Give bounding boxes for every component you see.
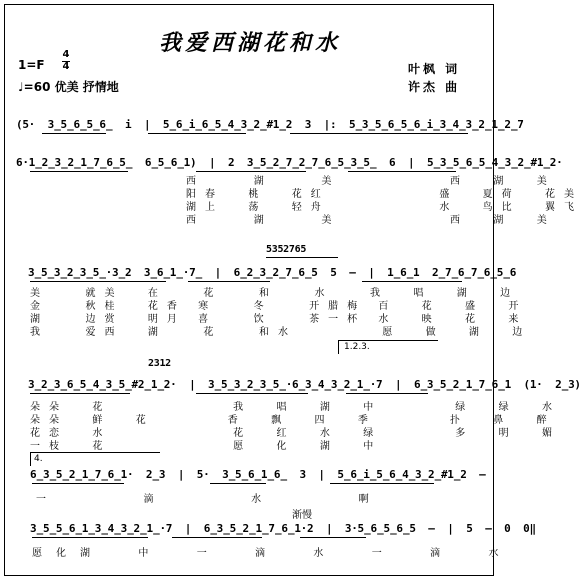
beam-line (148, 133, 246, 134)
lyrics-line: 愿化湖 中 一 滴 水 一 滴 水 (32, 548, 513, 559)
beam-line (196, 393, 308, 394)
volta-bracket (338, 340, 438, 341)
grace-notes: 2312 (148, 358, 171, 369)
tempo-change-marking: 渐慢 (292, 510, 312, 521)
beam-line (210, 483, 266, 484)
notation-row-1: (5· 3̲5̲6̲5̲6̲ i | 5̲6̲i̲6̲5̲4̲3̲2̲#1̲2 3 |: 5̲3̲5̲6̲5̲6̲i̲3̲4̲3̲2̲1̲2̲7 (16, 118, 524, 131)
beam-line (42, 133, 106, 134)
lyrics-line: 一 滴 水 啊 (36, 494, 391, 505)
beam-line (300, 537, 366, 538)
lyrics-line: 阳春 桃 花红 盛 夏荷 花美 (186, 189, 583, 200)
notation-row-4: 3̲2̲3̲6̲5̲4̲3̲5̲#2̲1̲2· | 3̲5̲3̲2̲3̲5̲·6̲3̲4̲3̲2̲1̲·7 | 6̲3̲5̲2̲1̲7̲6̲1 (1· 2̲3) (28, 378, 581, 391)
song-title: 我爱西湖花和水 (158, 30, 341, 56)
lyrics-line: 美 就美 在 花 和 水 我 唱 湖 边 (30, 288, 520, 299)
lyrics-line: 花恋 水 花 红 水 绿 多 明 媚 (30, 428, 562, 439)
time-signature-bottom: 4 (62, 61, 70, 72)
lyrics-line: 金 秋桂 花香 寒 冬 开腊梅 百 花 盛 开 (30, 301, 528, 312)
notation-row-6: 3̲5̲5̲6̲1̲3̲4̲3̲2̲1̲·7 | 6̲3̲5̲2̲1̲7̲6̲1·2 | 3·5̲6̲5̲6̲5 — | 5 — 0 0‖ (30, 522, 536, 535)
beam-line (32, 537, 148, 538)
lyrics-line: 朵朵 鲜 花 香 飘 四 季 扑 鼻 醉 (30, 415, 556, 426)
beam-line (30, 393, 130, 394)
lyrics-line: 朵朵 花 我 唱 湖 中 绿 绿 水 (30, 402, 562, 413)
lyrics-line: 西 湖 美 西 湖 美 (186, 176, 556, 187)
beam-line (188, 281, 270, 282)
volta-bracket (30, 452, 31, 466)
notation-row-5: 6̲3̲5̲2̲1̲7̲6̲1· 2̲3 | 5· 3̲5̲6̲1̲6̲ 3 | 5̲6̲i̲5̲6̲4̲3̲2̲#1̲2 — (30, 468, 486, 481)
grace-notes: 5352765 (266, 244, 307, 255)
time-signature (62, 50, 70, 72)
lyrics-line: 我 爱西 湖 花 和水 愿 做 湖 边 (30, 327, 532, 338)
tempo-marking: ♩=60 优美 抒情地 (18, 80, 119, 94)
key-signature: 1=F (18, 58, 45, 72)
lyricist-credit: 叶枫 词 (408, 62, 461, 76)
beam-line (266, 257, 338, 258)
beam-line (30, 171, 128, 172)
beam-line (290, 133, 468, 134)
notation-row-2: 6·1̲2̲3̲2̲1̲7̲6̲5̲ 6̲5̲6̲1) | 2 3̲5̲2̲7̲2̲7̲6̲5̲3̲5̲ 6 | 5̲3̲5̲6̲5̲4̲3̲2̲#1̲2· (16, 156, 563, 169)
volta-bracket (338, 340, 339, 354)
beam-line (30, 281, 166, 282)
lyrics-line: 西 湖 美 西 湖 美 (186, 215, 556, 226)
beam-line (172, 537, 262, 538)
lyrics-line: 一枝 花 愿 化 湖 中 (30, 441, 383, 452)
volta-label: 4. (34, 454, 43, 464)
volta-bracket (30, 452, 160, 453)
beam-line (362, 281, 462, 282)
lyrics-line: 湖上 荡 轻舟 水 鸟比 翼飞 (186, 202, 583, 213)
beam-line (330, 483, 434, 484)
notation-row-3: 3̲5̲3̲2̲3̲5̲·3̲2 3̲6̲1̲·7̲ | 6̲2̲3̲2̲7̲6̲5 5 — | 1̲6̲1 2̲7̲6̲7̲6̲5̲6 (28, 266, 517, 279)
lyrics-line: 湖 边赏 明月 喜 饮 茶一杯 水 映 花 来 (30, 314, 528, 325)
volta-label: 1.2.3. (344, 342, 370, 352)
composer-credit: 许杰 曲 (408, 80, 461, 94)
time-signature-top: 4 (62, 49, 70, 60)
beam-line (32, 483, 124, 484)
beam-line (346, 393, 428, 394)
